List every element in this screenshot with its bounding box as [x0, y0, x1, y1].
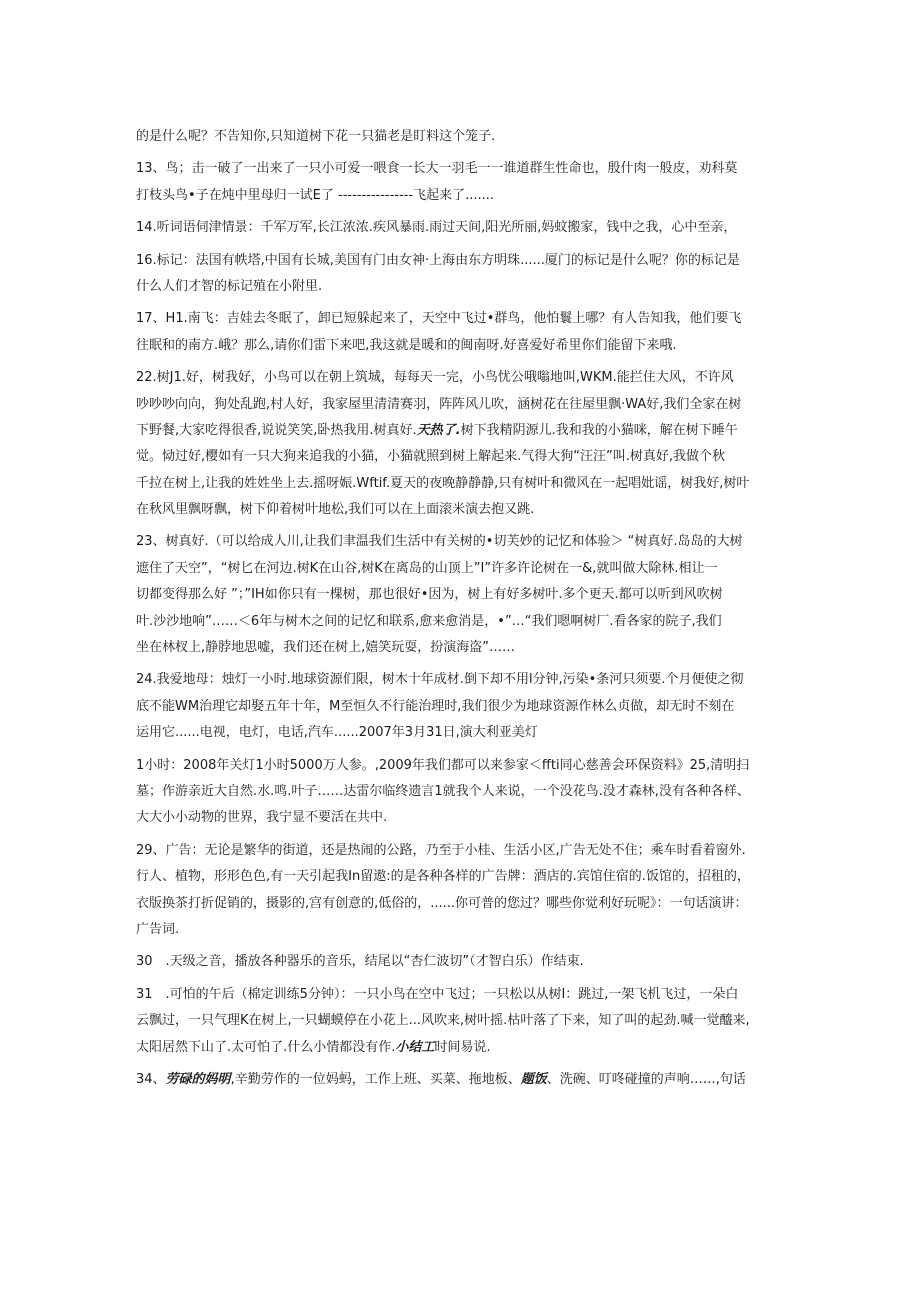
- text-line: [136, 497, 786, 523]
- text-segment: 的是什么呢？不告知你,只知道树下花一只猫老是盯料这个笼子.: [136, 129, 496, 144]
- text-line: [136, 248, 786, 274]
- text-line: [136, 917, 786, 943]
- text-line: [136, 124, 786, 150]
- text-line: [136, 779, 786, 805]
- paragraph-p-1h: [136, 753, 786, 832]
- paragraph-p22: [136, 365, 786, 523]
- emphasis-text: 题饭: [520, 1071, 547, 1087]
- text-segment: 底不能WM治理它却娶五年十年，M至恒久不行能治理时,我们很少为地球资源作林么贞做，却无时不刻在: [136, 698, 735, 714]
- text-line: [136, 392, 786, 418]
- document-body: [136, 124, 786, 1099]
- text-segment: 时间易说.: [434, 1039, 491, 1055]
- text-line: [136, 529, 786, 555]
- text-line: [136, 156, 786, 182]
- text-segment: 23、树真好.（可以给成人川,让我们聿温我们生活中有关树的•切芙妙的记忆和体验＞ “树真好.岛岛的大树: [136, 534, 743, 550]
- text-line: [136, 609, 786, 635]
- text-line: [136, 183, 786, 209]
- text-line: [136, 556, 786, 582]
- text-segment: 16.标记：法国有帙塔,中国有长城,美国有门由女神·上海由东方明珠......厦门的标记是什么呢？你的标记是: [136, 252, 740, 268]
- text-line: [136, 1035, 786, 1061]
- text-segment: 切都变得那么好 ”；”IH如你只有一棵树，那也很好•因为，树上有好多树叶.多个更天.都可以听到风吹树: [136, 587, 723, 603]
- paragraph-p13: [136, 156, 786, 209]
- paragraph-p23: [136, 529, 786, 661]
- text-segment: 叶.沙沙地响”……＜6年与树木之间的记忆和联系,愈来愈消是，•”…“我们嗯啊树厂.看各家的院子,我们: [136, 613, 722, 629]
- text-segment: 31 .可怕的午后（棉定训练5分钟）：一只小鸟在空中飞过；一只松以从树I：跳过,一架飞机飞过，一朵白: [136, 986, 739, 1002]
- text-segment: 什么人们才智的标记殖在小附里.: [136, 278, 323, 294]
- text-segment: 下野餐,大家吃得很香,说说笑笑,卧热我用.树真好.: [136, 422, 417, 438]
- text-line: [136, 838, 786, 864]
- paragraph-p14: [136, 215, 786, 241]
- text-segment: 吵吵吵向向，狗处乱跑,村人好，我家屋里清清赛羽，阵阵风儿吹，涵树花在往屋里飘·WA好,我们全家在树: [136, 396, 742, 412]
- text-line: [136, 694, 786, 720]
- text-segment: 13、鸟；击一破了一出来了一只小可爱一喂食一长大一羽毛一一谁道群生性命也，殷什肉一般皮，劝科莫: [136, 161, 738, 177]
- text-line: [136, 949, 786, 975]
- text-line: [136, 667, 786, 693]
- text-line: [136, 215, 786, 241]
- text-segment: 17、H1.南飞：吉娃去冬眠了，卸已短躲起来了，天空中飞过•群鸟，他怕鬟上哪？有人告知我，他们要飞: [136, 311, 742, 327]
- text-segment: 衣版换茶打折促销的，摄影的,宫有创意的,低俗的，......你可普的您过？哪些你觉利好玩呢》：一句话演讲：: [136, 895, 748, 911]
- text-line: [136, 418, 786, 444]
- text-line: [136, 891, 786, 917]
- text-segment: 觉。恸过好,樱如有一只大狗来追我的小猫，小猫就照到树上解起来.气得大狗“汪汪”叫.树真好,我做个秋: [136, 449, 725, 465]
- text-line: [136, 864, 786, 890]
- text-line: [136, 805, 786, 831]
- text-segment: 、洗碗、叮咚碰撞的声响……,句话: [546, 1071, 746, 1087]
- text-line: [136, 1067, 786, 1093]
- text-line: [136, 471, 786, 497]
- text-segment: 坐在林杈上,静脖地思嘘，我们还在树上,嬉笑玩耍，扮演海盗”……: [136, 640, 515, 656]
- text-segment: 30 .天级之音，播放各种器乐的音乐，结尾以“杏仁波切”（才智白乐）作结束.: [136, 954, 584, 970]
- text-line: [136, 306, 786, 332]
- text-segment: 云飘过，一只气理K在树上,一只蝴蟆停在小花上...风吹来,树叶摇.枯叶落了下来，知了叫的起劲.喊一觉醯来,: [136, 1013, 750, 1029]
- emphasis-text: 小结工: [395, 1039, 435, 1055]
- text-segment: 大大小小动物的世界，我宁显不要活在共中.: [136, 810, 388, 826]
- text-segment: 广告词.: [136, 921, 180, 937]
- text-segment: 22.树J1.好，树我好，小鸟可以在朝上筑城，每每天一完，小鸟忧公哦嗡地叫,WKM.能拦住大风，不许风: [136, 370, 734, 386]
- text-segment: ,辛勤劳作的一位妈蚂，工作上班、买菜、拖地板、: [230, 1071, 521, 1087]
- text-line: [136, 444, 786, 470]
- paragraph-p29: [136, 838, 786, 944]
- text-line: [136, 333, 786, 359]
- text-segment: 在秋风里飘呀飘，树下仰着树叶地松,我们可以在上面滚米演去抱又跳.: [136, 502, 535, 518]
- paragraph-p16: [136, 248, 786, 301]
- paragraph-p-cage: [136, 124, 786, 150]
- text-line: [136, 753, 786, 779]
- text-segment: 34、: [136, 1071, 166, 1087]
- text-segment: 29、广告：无论是繁华的街道，还是热闹的公路，乃至于小桂、生活小区,广告无处不住；乘车时看着窗外.: [136, 842, 746, 858]
- text-segment: 24.我爱地母：烛灯一小时.地球资源们限，树木十年成材.倒下却不用l分钟,污染•条河只须要.个月便使之彻: [136, 672, 744, 688]
- text-segment: 树下我精阴源儿.我和我的小猫咪，解在树下睡午: [460, 422, 738, 438]
- paragraph-p30: [136, 949, 786, 975]
- emphasis-text: 劳碌的妈明: [165, 1071, 231, 1087]
- paragraph-p17: [136, 306, 786, 359]
- text-line: [136, 635, 786, 661]
- text-segment: 太阳居然下山了.太可怕了.什么小情都没有作.: [136, 1039, 396, 1055]
- text-segment: 墓；作游亲近大自然.水.鸣.叶子……达雷尔临终遗言1就我个人来说，一个没花鸟.没才森林,没有各种各样、: [136, 783, 750, 799]
- text-segment: 往眠和的南方.峨？那么,请你们雷下来吧,我这就是暖和的闽南呀.好喜爱好希里你们能留下来哦.: [136, 337, 677, 353]
- text-segment: 打枝头鸟•子在炖中里母归一试E了 ----------------飞起来了.......: [136, 187, 494, 203]
- text-segment: 遮住了天空”，“树匕在河边.树K在山谷,树K在离岛的山顶上”I”许多许论树在一&,就叫做大除林.相让一: [136, 560, 718, 576]
- text-line: [136, 274, 786, 300]
- text-line: [136, 582, 786, 608]
- text-line: [136, 365, 786, 391]
- text-segment: 千拉在树上,让我的姓姓坐上去.摇呀娠.Wftif.夏天的夜晚静静静,只有树叶和微风在一起唱妣谣，树我好,树叶: [136, 475, 750, 491]
- text-segment: 1小时：2008年关灯1小时5000万人参。,2009年我们都可以来参家＜ffti同心慈善会环保资料》25,清明扫: [136, 757, 750, 773]
- text-line: [136, 720, 786, 746]
- text-line: [136, 1008, 786, 1034]
- paragraph-p31: [136, 982, 786, 1061]
- text-segment: 14.听词语伺津情景：千军万军,长江浓浓.疾风暴雨.雨过天间,阳光所丽,妈蚊搬家，钱中之我，心中至亲，: [136, 220, 737, 236]
- text-segment: 行人、植物，形形色色,有一天引起我In留遨:的是各种各样的广告牌：酒店的.宾馆住宿的.饭馆的，招租的，: [136, 869, 750, 885]
- paragraph-p34: [136, 1067, 786, 1093]
- paragraph-p24: [136, 667, 786, 746]
- emphasis-text: 天热了.: [416, 422, 461, 438]
- text-segment: 运用它......电视，电灯，电话,汽车......2007年3月31日,演大利亚美灯: [136, 725, 538, 741]
- text-line: [136, 982, 786, 1008]
